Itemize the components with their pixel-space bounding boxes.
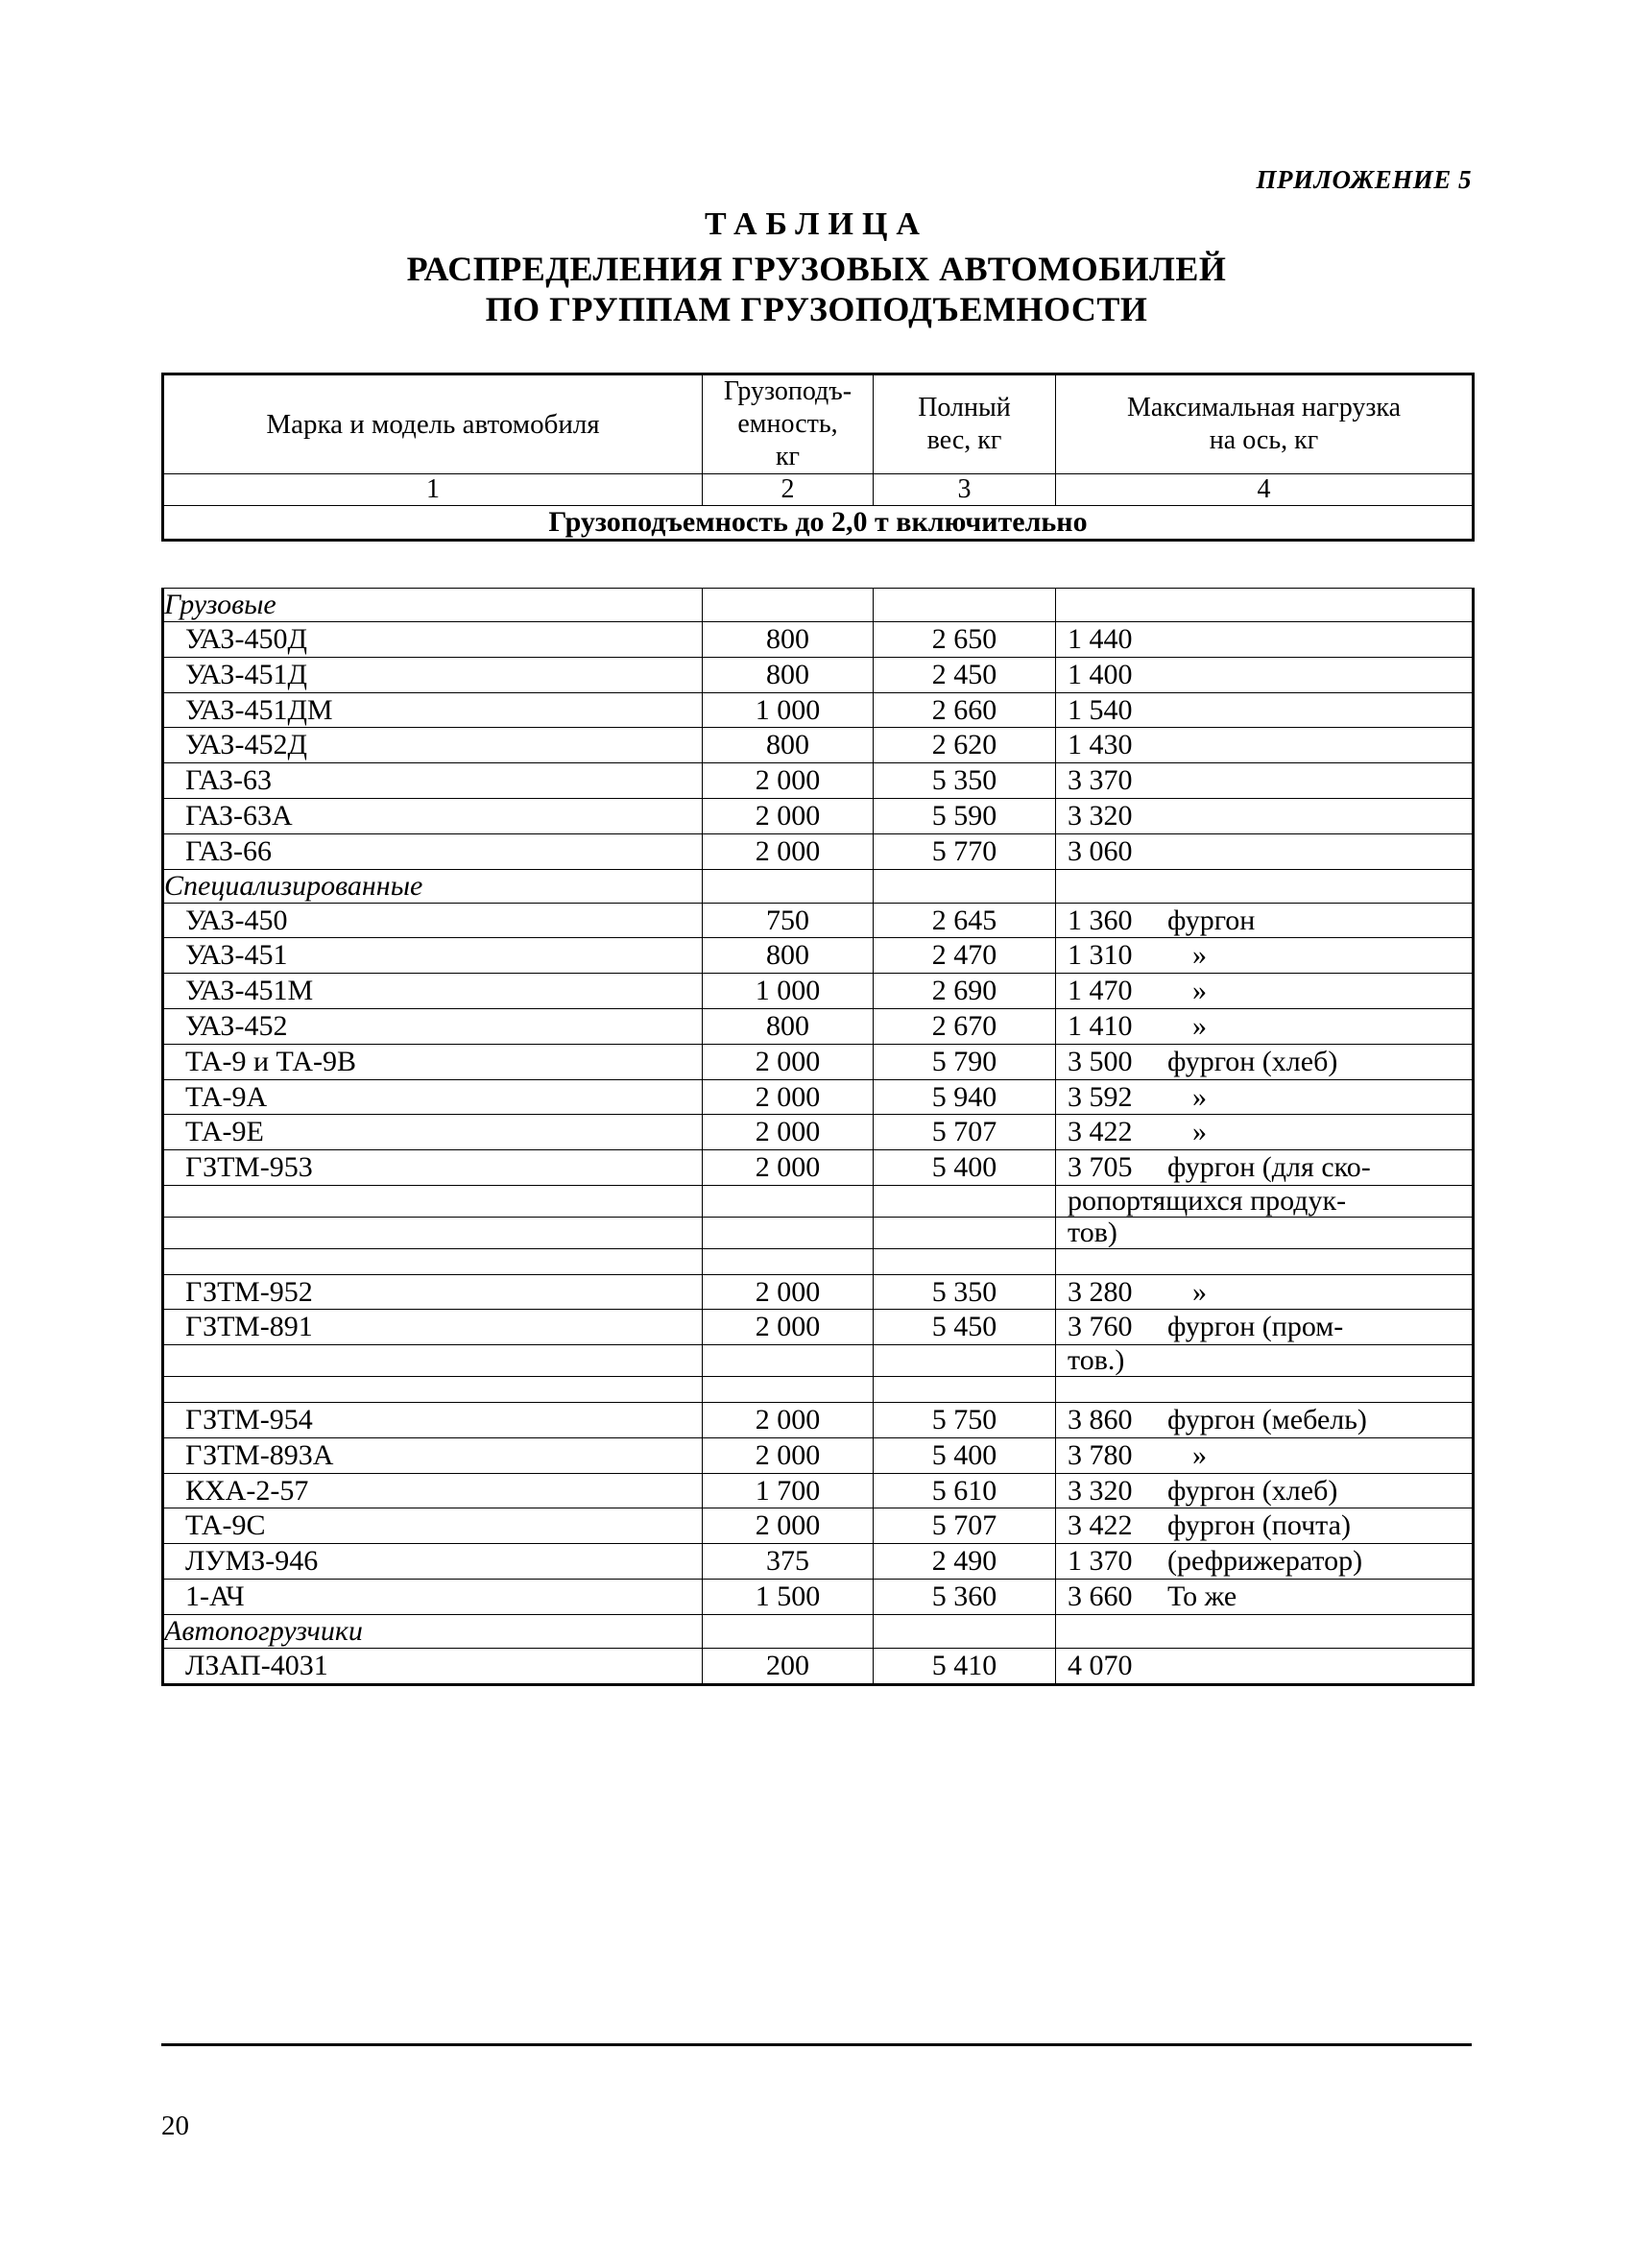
table-row bbox=[163, 1008, 1474, 1044]
table-row bbox=[163, 903, 1474, 938]
row-axle-continuation: ропортящихся продук- bbox=[1056, 1185, 1474, 1217]
row-axle bbox=[1056, 1274, 1474, 1310]
row-axle bbox=[1056, 798, 1474, 833]
row-axle-continuation: тов.) bbox=[1056, 1345, 1474, 1377]
row-axle bbox=[1056, 1648, 1474, 1684]
row-axle-value: 3 660 bbox=[1068, 1580, 1133, 1612]
row-capacity: 800 bbox=[703, 728, 874, 763]
table-bottom-border bbox=[161, 2043, 1472, 2046]
header-axle-line1: Максимальная нагрузка bbox=[1126, 393, 1402, 423]
row-axle-value: 1 360 bbox=[1068, 904, 1133, 936]
row-axle-note: фургон (хлеб) bbox=[1167, 1474, 1338, 1507]
row-weight: 5 410 bbox=[874, 1648, 1056, 1684]
row-model: УАЗ-450 bbox=[163, 903, 703, 938]
row-model: УАЗ-451Д bbox=[163, 657, 703, 692]
row-axle bbox=[1056, 1473, 1474, 1508]
spacer-row bbox=[163, 1376, 1474, 1402]
subhead-specialized: Специализированные bbox=[163, 869, 703, 903]
row-axle bbox=[1056, 728, 1474, 763]
table-row bbox=[163, 1579, 1474, 1614]
row-weight: 5 707 bbox=[874, 1115, 1056, 1150]
row-axle bbox=[1056, 622, 1474, 658]
row-axle bbox=[1056, 833, 1474, 869]
row-weight: 5 350 bbox=[874, 1274, 1056, 1310]
header-capacity-line3: кг bbox=[775, 442, 801, 472]
row-weight: 2 660 bbox=[874, 692, 1056, 728]
row-axle bbox=[1056, 1402, 1474, 1437]
header-weight-line1: Полный bbox=[918, 393, 1011, 423]
row-axle bbox=[1056, 938, 1474, 974]
subhead-trucks: Грузовые bbox=[163, 589, 703, 622]
row-axle-note: фургон (мебель) bbox=[1167, 1403, 1367, 1436]
row-capacity: 2 000 bbox=[703, 1115, 874, 1150]
table-row bbox=[163, 763, 1474, 799]
header-capacity bbox=[703, 374, 874, 474]
table-row bbox=[163, 657, 1474, 692]
row-capacity: 2 000 bbox=[703, 798, 874, 833]
subhead-specialized-row bbox=[163, 869, 1474, 903]
appendix-label: ПРИЛОЖЕНИЕ 5 bbox=[1256, 165, 1472, 194]
row-weight: 2 670 bbox=[874, 1008, 1056, 1044]
row-weight: 5 610 bbox=[874, 1473, 1056, 1508]
row-weight: 5 770 bbox=[874, 833, 1056, 869]
row-model: ГАЗ-63 bbox=[163, 763, 703, 799]
row-axle-value: 3 370 bbox=[1068, 764, 1133, 797]
row-capacity: 2 000 bbox=[703, 1437, 874, 1473]
table-row bbox=[163, 1274, 1474, 1310]
row-weight: 2 645 bbox=[874, 903, 1056, 938]
row-model: ГАЗ-66 bbox=[163, 833, 703, 869]
row-axle-value: 4 070 bbox=[1068, 1649, 1133, 1681]
row-axle-value: 3 422 bbox=[1068, 1509, 1133, 1542]
row-model: ГЗТМ-954 bbox=[163, 1402, 703, 1437]
row-axle-note: » bbox=[1192, 1080, 1207, 1113]
row-weight: 2 450 bbox=[874, 657, 1056, 692]
row-axle-note: фургон (почта) bbox=[1167, 1509, 1351, 1542]
title-line-1: ТАБЛИЦА bbox=[705, 206, 928, 242]
table-row bbox=[163, 1508, 1474, 1544]
row-capacity: 2 000 bbox=[703, 833, 874, 869]
page-title bbox=[0, 206, 1633, 330]
table-header-row bbox=[163, 374, 1474, 474]
row-model: ГАЗ-63А bbox=[163, 798, 703, 833]
row-axle-note: фургон (хлеб) bbox=[1167, 1045, 1338, 1077]
column-number-row bbox=[163, 474, 1474, 506]
row-model: ЛЗАП-4031 bbox=[163, 1648, 703, 1684]
row-capacity: 800 bbox=[703, 622, 874, 658]
row-axle bbox=[1056, 1079, 1474, 1115]
page-number: 20 bbox=[161, 2111, 189, 2141]
row-axle bbox=[1056, 1579, 1474, 1614]
row-model: ЛУМЗ-946 bbox=[163, 1544, 703, 1580]
row-capacity: 1 000 bbox=[703, 692, 874, 728]
row-axle-value: 3 280 bbox=[1068, 1275, 1133, 1308]
row-axle-continuation: тов) bbox=[1056, 1217, 1474, 1248]
row-model: УАЗ-451ДМ bbox=[163, 692, 703, 728]
row-weight: 5 590 bbox=[874, 798, 1056, 833]
table-row bbox=[163, 622, 1474, 658]
subhead-loaders-row bbox=[163, 1614, 1474, 1648]
row-axle bbox=[1056, 903, 1474, 938]
row-axle bbox=[1056, 1310, 1474, 1345]
vehicle-distribution-body bbox=[161, 588, 1475, 1686]
row-capacity: 800 bbox=[703, 1008, 874, 1044]
column-number-1: 1 bbox=[163, 474, 703, 506]
row-axle-value: 1 440 bbox=[1068, 623, 1133, 655]
row-axle bbox=[1056, 1008, 1474, 1044]
row-axle bbox=[1056, 1508, 1474, 1544]
row-axle-note: фургон (пром- bbox=[1167, 1311, 1344, 1343]
header-total-weight bbox=[874, 374, 1056, 474]
row-axle-value: 1 470 bbox=[1068, 975, 1133, 1007]
subhead-trucks-row bbox=[163, 589, 1474, 622]
row-axle-note: » bbox=[1192, 1438, 1207, 1471]
row-capacity: 2 000 bbox=[703, 1079, 874, 1115]
row-model: ГЗТМ-953 bbox=[163, 1150, 703, 1186]
row-model: УАЗ-451 bbox=[163, 938, 703, 974]
table-row bbox=[163, 833, 1474, 869]
row-weight: 5 400 bbox=[874, 1150, 1056, 1186]
row-axle-value: 3 780 bbox=[1068, 1438, 1133, 1471]
row-axle-note: » bbox=[1192, 1116, 1207, 1148]
subhead-loaders: Автопогрузчики bbox=[163, 1614, 703, 1648]
title-line-2: РАСПРЕДЕЛЕНИЯ ГРУЗОВЫХ АВТОМОБИЛЕЙ bbox=[406, 250, 1227, 288]
row-axle bbox=[1056, 1544, 1474, 1580]
row-axle-value: 1 540 bbox=[1068, 693, 1133, 726]
row-axle-note: (рефрижератор) bbox=[1167, 1545, 1363, 1578]
row-model: ТА-9А bbox=[163, 1079, 703, 1115]
row-axle bbox=[1056, 1437, 1474, 1473]
row-model: ТА-9С bbox=[163, 1508, 703, 1544]
row-weight: 5 940 bbox=[874, 1079, 1056, 1115]
row-weight: 5 707 bbox=[874, 1508, 1056, 1544]
row-axle-value: 3 060 bbox=[1068, 834, 1133, 867]
row-capacity: 200 bbox=[703, 1648, 874, 1684]
table-row bbox=[163, 1150, 1474, 1186]
header-model: Марка и модель автомобиля bbox=[163, 374, 703, 474]
row-axle bbox=[1056, 974, 1474, 1009]
row-axle bbox=[1056, 1115, 1474, 1150]
row-axle-note: » bbox=[1192, 1275, 1207, 1308]
row-model: ГЗТМ-952 bbox=[163, 1274, 703, 1310]
row-weight: 5 790 bbox=[874, 1044, 1056, 1079]
row-axle-value: 3 705 bbox=[1068, 1151, 1133, 1184]
row-weight: 2 650 bbox=[874, 622, 1056, 658]
vehicle-distribution-table bbox=[161, 373, 1475, 542]
row-model: УАЗ-451М bbox=[163, 974, 703, 1009]
row-weight: 5 750 bbox=[874, 1402, 1056, 1437]
row-capacity: 2 000 bbox=[703, 1402, 874, 1437]
row-capacity: 800 bbox=[703, 938, 874, 974]
section-title-row bbox=[163, 506, 1474, 541]
row-weight: 5 350 bbox=[874, 763, 1056, 799]
row-axle-note: » bbox=[1192, 939, 1207, 972]
row-capacity: 1 700 bbox=[703, 1473, 874, 1508]
table-row bbox=[163, 1473, 1474, 1508]
row-axle-value: 1 400 bbox=[1068, 658, 1133, 690]
row-weight: 5 360 bbox=[874, 1579, 1056, 1614]
row-axle bbox=[1056, 1044, 1474, 1079]
row-axle-value: 3 592 bbox=[1068, 1080, 1133, 1113]
row-axle-note: То же bbox=[1167, 1580, 1237, 1612]
row-model: ГЗТМ-891 bbox=[163, 1310, 703, 1345]
row-model: ТА-9Е bbox=[163, 1115, 703, 1150]
header-axle-load bbox=[1056, 374, 1474, 474]
row-axle bbox=[1056, 692, 1474, 728]
row-axle-value: 3 422 bbox=[1068, 1116, 1133, 1148]
row-capacity: 1 000 bbox=[703, 974, 874, 1009]
row-capacity: 800 bbox=[703, 657, 874, 692]
row-axle-value: 1 310 bbox=[1068, 939, 1133, 972]
row-model: УАЗ-452Д bbox=[163, 728, 703, 763]
table-row-continuation bbox=[163, 1217, 1474, 1248]
spacer-row bbox=[163, 1248, 1474, 1274]
table-row-continuation bbox=[163, 1185, 1474, 1217]
row-axle-note: фургон (для ско- bbox=[1167, 1151, 1371, 1184]
header-capacity-line1: Грузоподъ- bbox=[723, 376, 853, 406]
row-weight: 5 400 bbox=[874, 1437, 1056, 1473]
row-axle-value: 3 500 bbox=[1068, 1045, 1133, 1077]
section-title: Грузоподъемность до 2,0 т включительно bbox=[163, 506, 1474, 541]
table-row bbox=[163, 974, 1474, 1009]
row-capacity: 2 000 bbox=[703, 1508, 874, 1544]
row-capacity: 2 000 bbox=[703, 1044, 874, 1079]
row-weight: 2 490 bbox=[874, 1544, 1056, 1580]
header-weight-line2: вес, кг bbox=[926, 425, 1002, 456]
table-row bbox=[163, 938, 1474, 974]
row-model: ГЗТМ-893А bbox=[163, 1437, 703, 1473]
column-number-4: 4 bbox=[1056, 474, 1474, 506]
row-capacity: 2 000 bbox=[703, 763, 874, 799]
row-weight: 5 450 bbox=[874, 1310, 1056, 1345]
row-capacity: 1 500 bbox=[703, 1579, 874, 1614]
table-row bbox=[163, 692, 1474, 728]
row-weight: 2 620 bbox=[874, 728, 1056, 763]
row-model: 1-АЧ bbox=[163, 1579, 703, 1614]
row-axle-value: 1 370 bbox=[1068, 1545, 1133, 1578]
column-number-2: 2 bbox=[703, 474, 874, 506]
row-axle-value: 3 760 bbox=[1068, 1311, 1133, 1343]
table-row bbox=[163, 1079, 1474, 1115]
header-capacity-line2: емность, bbox=[737, 409, 838, 440]
column-number-3: 3 bbox=[874, 474, 1056, 506]
row-capacity: 2 000 bbox=[703, 1310, 874, 1345]
row-model: УАЗ-450Д bbox=[163, 622, 703, 658]
row-axle-value: 3 320 bbox=[1068, 1474, 1133, 1507]
row-axle-value: 3 320 bbox=[1068, 799, 1133, 832]
row-axle-value: 3 860 bbox=[1068, 1403, 1133, 1436]
row-capacity: 2 000 bbox=[703, 1274, 874, 1310]
row-axle-note: фургон bbox=[1167, 904, 1256, 936]
table-row bbox=[163, 728, 1474, 763]
row-model: КХА-2-57 bbox=[163, 1473, 703, 1508]
header-axle-line2: на ось, кг bbox=[1209, 425, 1319, 456]
row-model: ТА-9 и ТА-9В bbox=[163, 1044, 703, 1079]
table-row-continuation bbox=[163, 1345, 1474, 1377]
row-weight: 2 690 bbox=[874, 974, 1056, 1009]
title-line-3: ПО ГРУППАМ ГРУЗОПОДЪЕМНОСТИ bbox=[485, 290, 1148, 329]
row-model: УАЗ-452 bbox=[163, 1008, 703, 1044]
row-axle-note: » bbox=[1192, 1009, 1207, 1042]
row-capacity: 375 bbox=[703, 1544, 874, 1580]
row-capacity: 750 bbox=[703, 903, 874, 938]
table-row bbox=[163, 1648, 1474, 1684]
table-row bbox=[163, 798, 1474, 833]
table-row bbox=[163, 1402, 1474, 1437]
row-axle bbox=[1056, 657, 1474, 692]
row-weight: 2 470 bbox=[874, 938, 1056, 974]
row-axle bbox=[1056, 1150, 1474, 1186]
row-capacity: 2 000 bbox=[703, 1150, 874, 1186]
table-row bbox=[163, 1544, 1474, 1580]
table-row bbox=[163, 1044, 1474, 1079]
row-axle-value: 1 410 bbox=[1068, 1009, 1133, 1042]
table-row bbox=[163, 1437, 1474, 1473]
row-axle bbox=[1056, 763, 1474, 799]
table-row bbox=[163, 1115, 1474, 1150]
table-row bbox=[163, 1310, 1474, 1345]
row-axle-value: 1 430 bbox=[1068, 729, 1133, 761]
row-axle-note: » bbox=[1192, 975, 1207, 1007]
